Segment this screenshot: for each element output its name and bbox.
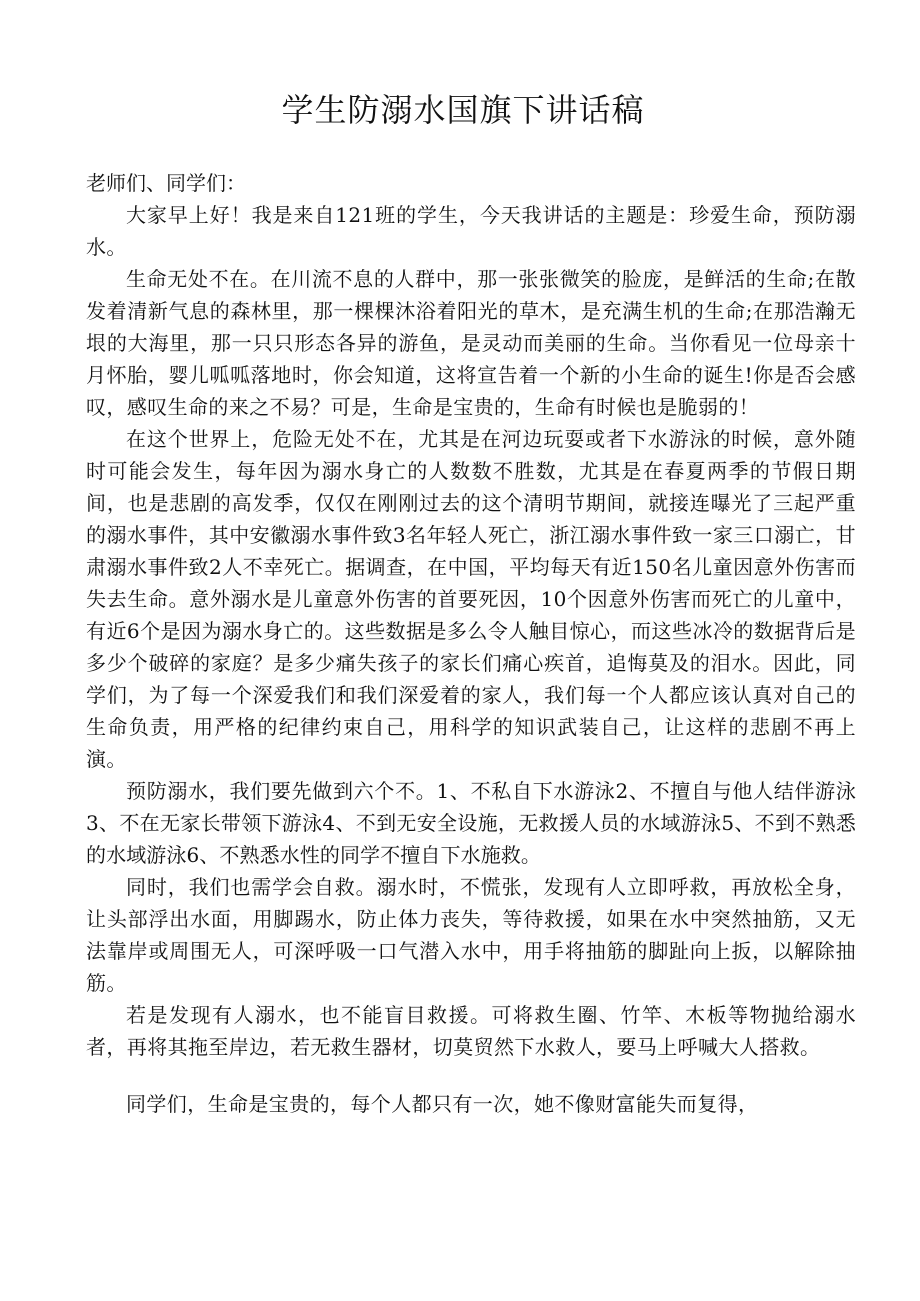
paragraph-danger-statistics: 在这个世界上，危险无处不在，尤其是在河边玩耍或者下水游泳的时候，意外随时可能会发生，每年因为溺水身亡的人数数不胜数，尤其是在春夏两季的节假日期间，也是悲剧的高发季，仅仅在刚刚过去的这个清明节期间，就接连曝光了三起严重的溺水事件，其中安徽溺水事件致3名年轻人死亡，浙江溺水事件致一家三口溺亡，甘肃溺水事件致2人不幸死亡。据调查，在中国，平均每天有近150名儿童因意外伤害而失去生命。意外溺水是儿童意外伤害的首要死因，10个因意外伤害而死亡的儿童中，有近6个是因为溺水身亡的。这些数据是多么令人触目惊心，而这些冰冷的数据背后是多少个破碎的家庭？是多少痛失孩子的家长们痛心疾首，追悔莫及的泪水。因此，同学们，为了每一个深爱我们和我们深爱着的家人，我们每一个人都应该认真对自己的生命负责，用严格的纪律约束自己，用科学的知识武装自己，让这样的悲剧不再上演。 (86, 427, 856, 771)
paragraph-closing: 同学们，生命是宝贵的，每个人都只有一次，她不像财富能失而复得， (126, 1092, 759, 1116)
document-title: 学生防溺水国旗下讲话稿 (281, 91, 645, 129)
paragraph-life-everywhere: 生命无处不在。在川流不息的人群中，那一张张微笑的脸庞，是鲜活的生命;在散发着清新气息的森林里，那一棵棵沐浴着阳光的草木，是充满生机的生命;在那浩瀚无垠的大海里，那一只只形态各异的游鱼，是灵动而美丽的生命。当你看见一位母亲十月怀胎，婴儿呱呱落地时，你会知道，这将宣告着一个新的小生命的诞生!你是否会感叹，感叹生命的来之不易？可是，生命是宝贵的，生命有时候也是脆弱的！ (86, 267, 856, 419)
salutation: 老师们、同学们： (86, 171, 246, 195)
paragraph-self-rescue: 同时，我们也需学会自救。溺水时，不慌张，发现有人立即呼救，再放松全身，让头部浮出水面，用脚踢水，防止体力丧失，等待救援，如果在水中突然抽筋，又无法靠岸或周围无人，可深呼吸一口气潜入水中，用手将抽筋的脚趾向上扳，以解除抽筋。 (86, 875, 856, 995)
paragraph-six-rules: 预防溺水，我们要先做到六个不。1、不私自下水游泳2、不擅自与他人结伴游泳3、不在无家长带领下游泳4、不到无安全设施，无救援人员的水域游泳5、不到不熟悉的水域游泳6、不熟悉水性的同学不擅自下水施救。 (86, 779, 856, 867)
paragraph-rescue-others: 若是发现有人溺水，也不能盲目救援。可将救生圈、竹竿、木板等物抛给溺水者，再将其拖至岸边，若无救生器材，切莫贸然下水救人，要马上呼喊大人搭救。 (86, 1003, 856, 1059)
paragraph-greeting: 大家早上好！我是来自121班的学生，今天我讲话的主题是：珍爱生命，预防溺水。 (86, 203, 856, 259)
document-body (86, 167, 856, 1120)
